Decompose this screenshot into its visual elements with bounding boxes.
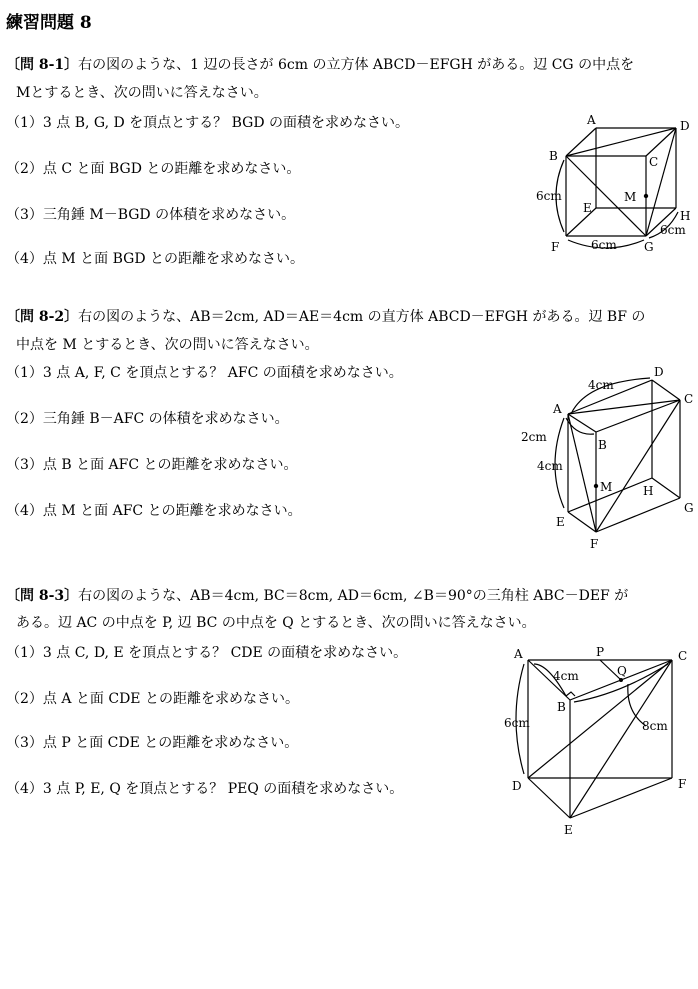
problem-1-question-4: （4）点 M と面 BGD との距離を求めなさい。 bbox=[6, 251, 304, 267]
vertex-B: B bbox=[549, 149, 558, 163]
problem-3-intro-line1 bbox=[6, 587, 628, 605]
problem-1-intro-line1 bbox=[6, 56, 634, 74]
problem-2-question-2: （2）三角錘 B－AFC の体積を求めなさい。 bbox=[6, 411, 289, 427]
vertex-E: E bbox=[583, 201, 592, 215]
problem-1-question-2: （2）点 C と面 BGD との距離を求めなさい。 bbox=[6, 161, 301, 177]
problem-2-intro-line1 bbox=[6, 308, 645, 326]
point-Q: Q bbox=[617, 664, 627, 678]
vertex-H: H bbox=[643, 484, 654, 498]
cuboid-figure bbox=[515, 360, 695, 552]
problem-3-question-2: （2）点 A と面 CDE との距離を求めなさい。 bbox=[6, 691, 299, 707]
problem-3-intro1: 右の図のような、AB＝4cm, BC＝8cm, AD＝6cm, ∠B＝90°の三角柱 ABC－DEF が bbox=[78, 588, 629, 604]
vertex-E: E bbox=[564, 823, 573, 837]
length-ab: 4cm bbox=[553, 669, 579, 683]
vertex-B: B bbox=[557, 700, 566, 714]
vertex-D: D bbox=[654, 365, 664, 379]
length-ae: 4cm bbox=[537, 459, 563, 473]
length-bc: 8cm bbox=[642, 719, 668, 733]
length-ab: 2cm bbox=[521, 430, 547, 444]
length-ad: 4cm bbox=[588, 378, 614, 392]
problem-3-question-4: （4）3 点 P, E, Q を頂点とする？ PEQ の面積を求めなさい。 bbox=[6, 781, 404, 797]
length-side: 6cm bbox=[536, 189, 562, 203]
problem-2-intro1: 右の図のような、AB＝2cm, AD＝AE＝4cm の直方体 ABCD－EFGH がある。辺 BF の bbox=[78, 309, 646, 325]
prism-figure bbox=[498, 640, 698, 836]
problem-1-question-1: （1）3 点 B, G, D を頂点とする？ BGD の面積を求めなさい。 bbox=[6, 115, 410, 131]
vertex-A: A bbox=[553, 402, 562, 416]
vertex-G: G bbox=[684, 501, 694, 515]
vertex-C: C bbox=[649, 155, 659, 169]
vertex-M: M bbox=[624, 190, 637, 204]
length-ad: 6cm bbox=[504, 716, 530, 730]
problem-1-intro2: Mとするとき、次の問いに答えなさい。 bbox=[16, 85, 268, 101]
vertex-D: D bbox=[680, 119, 690, 133]
problem-2-question-4: （4）点 M と面 AFC との距離を求めなさい。 bbox=[6, 503, 302, 519]
vertex-C: C bbox=[684, 392, 694, 406]
length-depth: 6cm bbox=[660, 223, 686, 237]
vertex-F: F bbox=[678, 777, 687, 791]
point-P: P bbox=[596, 645, 605, 659]
problem-1-label: 〔問 8-1〕 bbox=[6, 57, 79, 73]
problem-2-intro2: 中点を M とするとき、次の問いに答えなさい。 bbox=[16, 337, 319, 353]
vertex-D: D bbox=[512, 779, 522, 793]
problem-2-label: 〔問 8-2〕 bbox=[6, 309, 79, 325]
vertex-A: A bbox=[514, 647, 523, 661]
vertex-H: H bbox=[680, 209, 691, 223]
page-title: 練習問題 8 bbox=[6, 13, 92, 33]
cube-figure bbox=[520, 110, 698, 260]
problem-3-question-3: （3）点 P と面 CDE との距離を求めなさい。 bbox=[6, 735, 299, 751]
problem-2-question-3: （3）点 B と面 AFC との距離を求めなさい。 bbox=[6, 457, 298, 473]
vertex-E: E bbox=[556, 515, 565, 529]
problem-3-intro2: ある。辺 AC の中点を P, 辺 BC の中点を Q とするとき、次の問いに答えなさい。 bbox=[16, 615, 536, 631]
problem-3-question-1: （1）3 点 C, D, E を頂点とする？ CDE の面積を求めなさい。 bbox=[6, 645, 408, 661]
vertex-C: C bbox=[678, 649, 688, 663]
vertex-F: F bbox=[551, 240, 560, 254]
vertex-B: B bbox=[598, 438, 607, 452]
length-bottom: 6cm bbox=[591, 238, 617, 252]
problem-2-question-1: （1）3 点 A, F, C を頂点とする？ AFC の面積を求めなさい。 bbox=[6, 365, 403, 381]
vertex-F: F bbox=[590, 537, 599, 551]
problem-1-question-3: （3）三角錘 M－BGD の体積を求めなさい。 bbox=[6, 207, 296, 223]
problem-3-label: 〔問 8-3〕 bbox=[6, 588, 79, 604]
problem-1-intro1: 右の図のような、1 辺の長さが 6cm の立方体 ABCD－EFGH がある。辺 CG の中点を bbox=[78, 57, 635, 73]
vertex-M: M bbox=[600, 480, 613, 494]
vertex-A: A bbox=[587, 113, 596, 127]
vertex-G: G bbox=[644, 240, 654, 254]
